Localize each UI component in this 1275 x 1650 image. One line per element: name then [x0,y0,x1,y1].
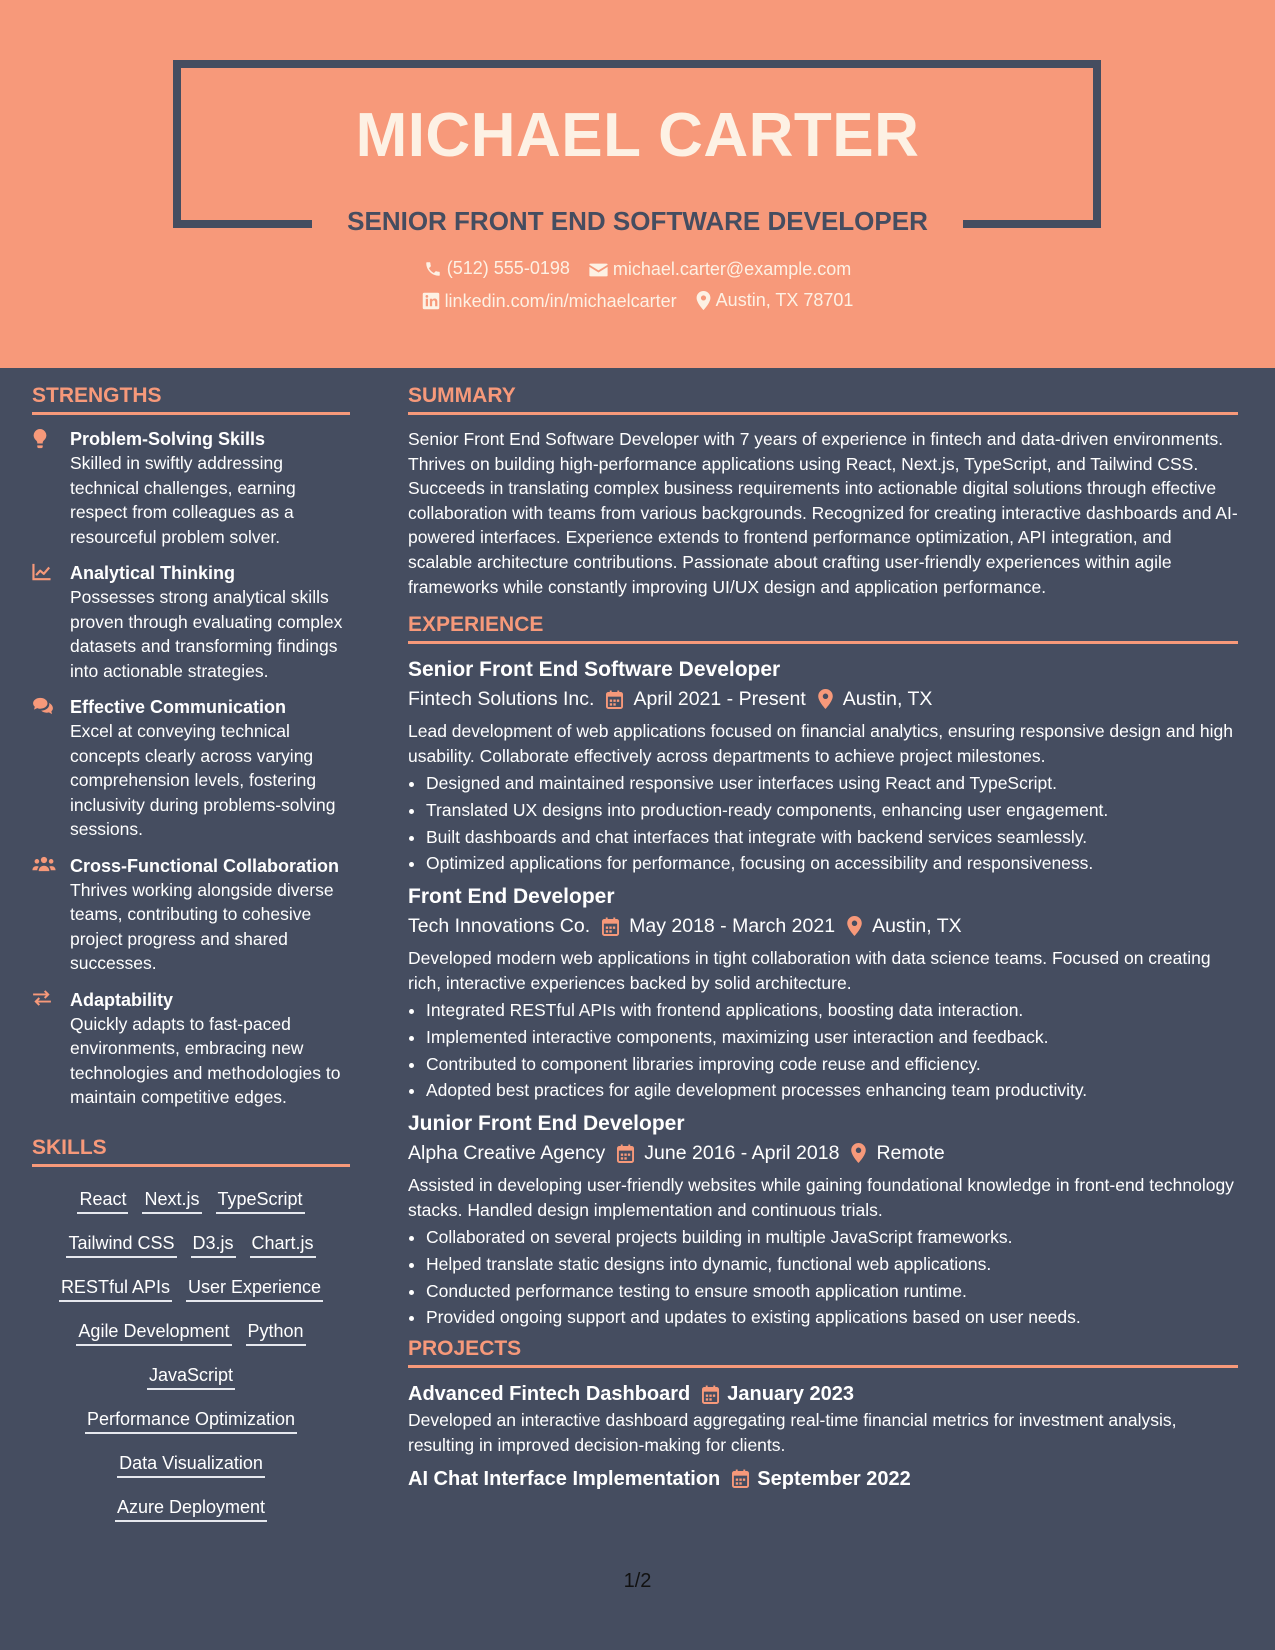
summary-text: Senior Front End Software Developer with 7 years of experience in fintech and data-driven environments. Thrives on building high-performance applications using React, Next.js, TypeScript, and Tailwind CSS. Succeeds in translating complex business requirements into actionable digital solutions through effective collaboration with teams from various backgrounds. Recognized for creating interactive dashboards and AI-powered interfaces. Experience extends to frontend performance optimization, API integration, and scalable architecture contributions. Passionate about crafting user-friendly experiences within agile frameworks while constantly improving UI/UX design and application performance. [408,429,1238,597]
skill-chip: Chart.js [250,1231,316,1258]
line-chart-icon [32,563,52,581]
calendar-icon [606,690,623,709]
skill-chip: User Experience [186,1275,323,1302]
job-bullet: • Contributed to component libraries improving code reuse and efficiency. [426,1051,1238,1078]
job-entry [408,1110,1238,1331]
job-bullet: • Optimized applications for performance, focusing on accessibility and responsiveness. [426,850,1238,877]
page-number: 1/2 [623,1570,652,1592]
map-marker-icon [696,291,711,310]
job-company: Tech Innovations Co. [408,915,591,938]
project-entry [408,1465,1238,1493]
map-marker-icon [851,1143,866,1163]
job-entry [408,883,1238,1104]
job-location: Remote [876,1142,945,1165]
candidate-name: MICHAEL CARTER [355,101,920,170]
calendar-icon [617,1144,634,1163]
job-bullet: • Translated UX designs into production-ready components, enhancing user engagement. [426,797,1238,824]
strength-item [32,427,350,549]
skill-chip: TypeScript [216,1187,305,1214]
skill-chip: RESTful APIs [59,1275,172,1302]
calendar-icon [602,917,619,936]
project-title: Advanced Fintech Dashboard [408,1383,691,1406]
job-description: Assisted in developing user-friendly websites while gaining foundational knowledge in front-end technology stacks. Handled design implementation and continuous trials. [408,1175,1234,1220]
job-meta [408,684,1238,714]
job-bullet: • Provided ongoing support and updates to existing applications based on user needs. [426,1304,1238,1331]
comments-icon [32,697,54,715]
strength-item [32,854,350,976]
strength-item [32,695,350,842]
strength-item [32,561,350,683]
project-date: January 2023 [727,1383,855,1406]
job-entry [408,656,1238,877]
project-title: AI Chat Interface Implementation [408,1467,721,1490]
strength-desc: Excel at conveying technical concepts clearly across varying comprehension levels, fostering inclusivity during problems-solving sessions. [70,721,336,839]
job-bullet: • Implemented interactive components, maximizing user interaction and feedback. [426,1024,1238,1051]
job-location: Austin, TX [842,688,933,711]
strength-desc: Skilled in swiftly addressing technical challenges, earning respect from colleagues as a resourceful problem solver. [70,453,296,547]
linkedin-icon [422,292,440,310]
strength-title: Adaptability [70,989,174,1010]
contact-row-2 [0,290,1275,315]
calendar-icon [732,1469,749,1488]
skill-chip: Tailwind CSS [66,1231,176,1258]
project-description: Developed an interactive dashboard aggregating real-time financial metrics for investment analysis, resulting in improved decision-making for clients. [408,1410,1177,1455]
linkedin-text: linkedin.com/in/michaelcarter [444,290,677,311]
strengths-heading: STRENGTHS [32,384,350,415]
skill-chip: React [77,1187,128,1214]
project-entry [408,1380,1238,1457]
skill-chip: JavaScript [147,1363,235,1390]
strength-item [32,988,350,1110]
job-company: Alpha Creative Agency [408,1142,606,1165]
project-title-row [408,1465,1238,1493]
job-bullets [408,770,1238,877]
phone-icon [424,260,442,278]
header-band [0,0,1275,368]
job-description: Developed modern web applications in tight collaboration with data science teams. Focused on creating rich, interactive experiences backed by solid architecture. [408,948,1211,993]
location-text: Austin, TX 78701 [715,290,854,310]
skill-chip: Data Visualization [117,1451,265,1478]
job-meta [408,911,1238,941]
job-bullet: • Adopted best practices for agile development processes enhancing team productivity. [426,1077,1238,1104]
job-dates: May 2018 - March 2021 [629,915,836,938]
envelope-icon [589,262,608,278]
job-meta [408,1138,1238,1168]
projects-heading: PROJECTS [408,1337,1238,1368]
skill-chip: Next.js [142,1187,201,1214]
job-bullet: • Conducted performance testing to ensure smooth application runtime. [426,1278,1238,1305]
job-bullet: • Helped translate static designs into dynamic, functional web applications. [426,1251,1238,1278]
contact-location [696,290,854,311]
users-icon [32,856,56,872]
exchange-icon [32,990,52,1006]
job-dates: June 2016 - April 2018 [644,1142,840,1165]
skill-chip: Azure Deployment [115,1495,267,1522]
skills-list [32,1179,350,1531]
strength-title: Problem-Solving Skills [70,429,266,449]
contact-row-1 [0,258,1275,283]
strength-title: Cross-Functional Collaboration [70,855,340,876]
skill-chip: D3.js [191,1231,236,1258]
job-title: Senior Front End Software Developer [408,658,781,682]
skill-chip: Agile Development [76,1319,231,1346]
strength-title: Analytical Thinking [70,563,236,583]
map-marker-icon [818,689,833,709]
job-bullets [408,1224,1238,1331]
contact-phone[interactable] [424,258,570,279]
email-text: michael.carter@example.com [612,259,852,279]
skills-heading: SKILLS [32,1136,350,1167]
calendar-icon [702,1385,719,1404]
skill-chip: Python [246,1319,306,1346]
job-bullet: • Built dashboards and chat interfaces that integrate with backend services seamlessly. [426,824,1238,851]
contact-linkedin[interactable] [422,291,677,312]
job-title: Junior Front End Developer [408,1112,685,1136]
job-dates: April 2021 - Present [633,688,806,711]
job-description: Lead development of web applications focused on financial analytics, ensuring responsive design and high usability. Collaborate effectively across departments to achieve project milestones. [408,721,1233,766]
job-bullet: • Integrated RESTful APIs with frontend applications, boosting data interaction. [426,997,1238,1024]
summary-heading: SUMMARY [408,384,1238,415]
left-column [32,384,350,1531]
job-bullets [408,997,1238,1104]
experience-heading: EXPERIENCE [408,613,1238,644]
candidate-role: SENIOR FRONT END SOFTWARE DEVELOPER [347,206,928,236]
contact-email[interactable] [589,259,851,280]
job-bullet: • Designed and maintained responsive user interfaces using React and TypeScript. [426,770,1238,797]
strength-desc: Thrives working alongside diverse teams, contributing to cohesive project progress and shared successes. [70,879,334,973]
job-bullet: • Collaborated on several projects building in multiple JavaScript frameworks. [426,1224,1238,1251]
strength-desc: Possesses strong analytical skills proven through evaluating complex datasets and transforming findings into actionable strategies. [70,587,343,681]
job-company: Fintech Solutions Inc. [408,688,595,711]
strength-desc: Quickly adapts to fast-paced environments, embracing new technologies and methodologies to maintain competitive edges. [70,1013,341,1107]
map-marker-icon [847,916,862,936]
project-date: September 2022 [757,1467,911,1490]
skill-chip: Performance Optimization [85,1407,297,1434]
strength-title: Effective Communication [70,697,287,717]
right-column [408,384,1238,1493]
project-title-row [408,1380,1238,1408]
phone-text: (512) 555-0198 [446,258,570,278]
job-title: Front End Developer [408,885,615,909]
lightbulb-icon [32,429,48,449]
job-location: Austin, TX [872,915,962,938]
